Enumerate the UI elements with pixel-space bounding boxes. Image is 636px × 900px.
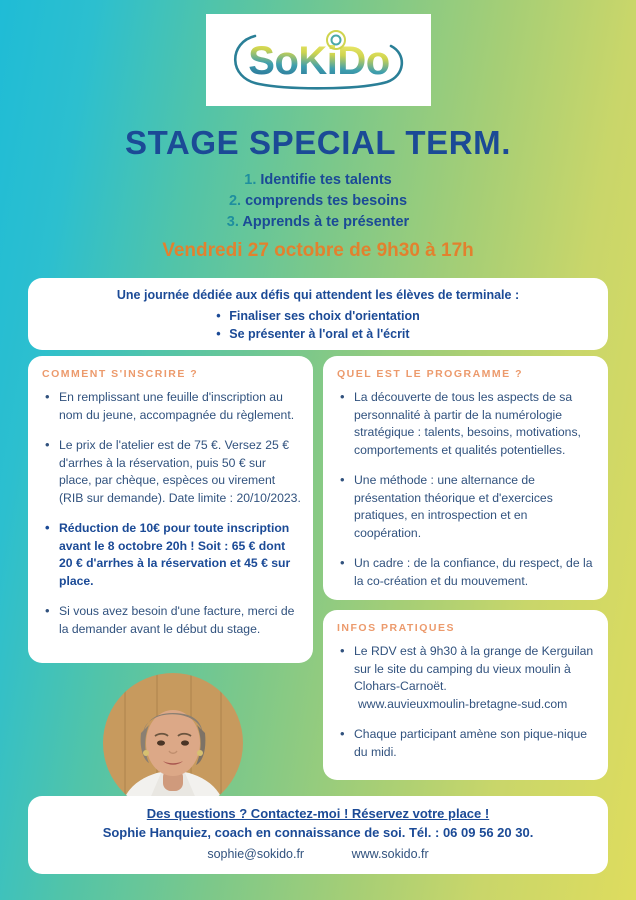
svg-text:SoKiDo: SoKiDo: [247, 39, 390, 83]
list-item: • Si vous avez besoin d'une facture, merci de la demander avant le début du stage.: [42, 603, 301, 638]
list-item: • Finaliser ses choix d'orientation: [216, 307, 420, 325]
contact-footer-card: [28, 796, 608, 874]
list-number: 1.: [244, 172, 257, 188]
list-label: Identifie tes talents: [260, 172, 392, 188]
logo-container: [206, 14, 431, 106]
list-number: 3.: [226, 214, 239, 230]
list-item: • En remplissant une feuille d'inscription au nom du jeune, accompagnée du règlement.: [42, 389, 301, 424]
list-item: [0, 170, 636, 191]
card-heading: INFOS PRATIQUES: [337, 622, 455, 634]
list-label: Apprends à te présenter: [242, 214, 410, 230]
list-item: • Un cadre : de la confiance, du respect, de la la co-création et du mouvement.: [337, 555, 596, 590]
email-link[interactable]: sophie@sokido.fr: [207, 847, 305, 861]
page-title: STAGE SPECIAL TERM.: [124, 124, 512, 161]
list-label: comprends tes besoins: [245, 193, 408, 209]
list-item: • Chaque participant amène son pique-nique du midi.: [337, 726, 596, 761]
list-item-discount: • Réduction de 10€ pour toute inscription avant le 8 octobre 20h ! Soit : 65 € dont 20 € d'arrhes à la réservation et 45 € sur place.: [42, 520, 301, 590]
how-to-register-card: [28, 356, 313, 663]
coach-portrait-photo: [103, 673, 243, 813]
list-number: 2.: [228, 193, 242, 209]
intro-bullet-list: [216, 307, 420, 343]
venue-website-link[interactable]: www.auvieuxmoulin-bretagne-sud.com: [358, 696, 568, 711]
list-item: • Une méthode : une alternance de présentation théorique et d'exercices pratiques, en introspection et en coopération.: [337, 472, 596, 542]
list-item: [337, 643, 596, 713]
infos-bullet-list: [337, 643, 596, 761]
sokido-logo: [219, 24, 419, 96]
sokido-logo-icon: [219, 24, 419, 96]
list-item: [0, 191, 636, 212]
register-bullet-list: [42, 389, 301, 638]
event-date-line: Vendredi 27 octobre de 9h30 à 17h: [162, 240, 474, 261]
card-heading: COMMENT S'INSCRIRE ?: [42, 368, 199, 380]
contact-question: Des questions ? Contactez-moi ! Réservez votre place !: [146, 806, 490, 821]
portrait-image: [103, 673, 243, 813]
website-link[interactable]: www.sokido.fr: [351, 847, 429, 861]
list-item: • La découverte de tous les aspects de sa personnalité à partir de la numérologie stratégique : talents, besoins, motivations, comportements et qualités potentielles.: [337, 389, 596, 459]
list-item: • Se présenter à l'oral et à l'écrit: [216, 325, 420, 343]
contact-name-phone: Sophie Hanquiez, coach en connaissance de soi. Tél. : 06 09 56 20 30.: [102, 825, 534, 840]
practical-info-card: [323, 610, 608, 780]
programme-card: [323, 356, 608, 600]
numbered-benefits-list: [0, 170, 636, 233]
list-item: • Le prix de l'atelier est de 75 €. Versez 25 € d'arrhes à la réservation, puis 50 € sur place, par chèque, espèces ou virement (RIB sur demande). Date limite : 20/10/2023.: [42, 437, 301, 507]
list-item: [0, 212, 636, 233]
list-item-text: Le RDV est à 9h30 à la grange de Kerguilan sur le site du camping du vieux moulin à Clohars-Carnoët.: [354, 644, 594, 693]
contact-links: [207, 847, 428, 861]
programme-bullet-list: [337, 389, 596, 590]
intro-card: [28, 278, 608, 350]
intro-lead-text: Une journée dédiée aux défis qui attendent les élèves de terminale :: [116, 288, 520, 302]
card-heading: QUEL EST LE PROGRAMME ?: [337, 368, 523, 380]
